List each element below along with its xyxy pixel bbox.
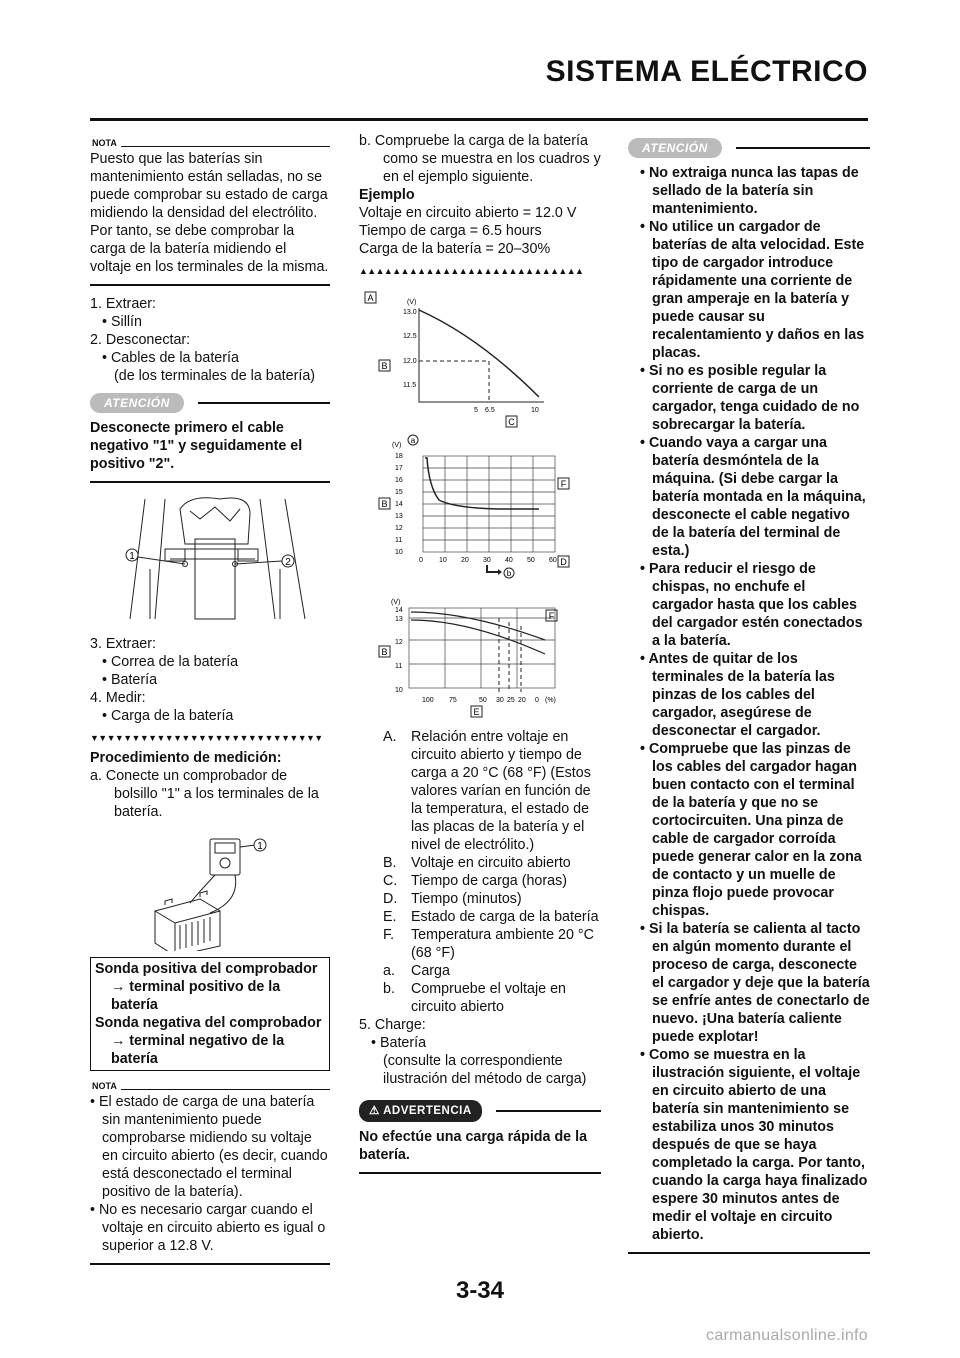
caution-heading: ATENCIÓN (90, 393, 330, 413)
svg-text:12: 12 (395, 639, 403, 646)
svg-text:13.0: 13.0 (403, 309, 417, 316)
divider (359, 1172, 601, 1174)
svg-text:50: 50 (479, 697, 487, 704)
caution-bullet: • Compruebe que las pinzas de los cables del cargador hagan buen contacto con el terminal de la batería y que no se cortocircuiten. Una pinza de cable de cargador corroída puede generar calor en la zona de contacto y un muelle de pinza flojo puede provocar chispas. (640, 741, 862, 919)
svg-text:100: 100 (422, 697, 434, 704)
svg-text:12.0: 12.0 (403, 358, 417, 365)
svg-text:E: E (473, 707, 480, 717)
step-5-item: • Batería (371, 1035, 427, 1051)
charging-charts-figure (359, 282, 601, 702)
caution-bullet: • No extraiga nunca las tapas de sellado de la batería sin mantenimiento. (640, 165, 859, 217)
svg-text:B: B (381, 499, 388, 509)
svg-text:40: 40 (505, 557, 513, 564)
svg-text:30: 30 (496, 697, 504, 704)
svg-text:16: 16 (395, 477, 403, 484)
svg-text:25: 25 (507, 697, 515, 704)
procedure-title: Procedimiento de medición: (90, 750, 282, 766)
header-rule (90, 118, 868, 121)
svg-text:10: 10 (439, 557, 447, 564)
divider (90, 481, 330, 483)
step-5-sub: (consulte la correspondiente ilustración del método de carga) (383, 1053, 587, 1087)
step-2-sub: (de los terminales de la batería) (114, 368, 316, 384)
divider (90, 1263, 330, 1265)
procedure-start-marker: ▼▼▼▼▼▼▼▼▼▼▼▼▼▼▼▼▼▼▼▼▼▼▼▼▼▼▼▼ (90, 733, 323, 743)
step-5: 5. Charge: (359, 1017, 426, 1033)
graph-voltage-vs-minutes (379, 435, 569, 578)
column-middle (359, 132, 601, 1174)
caution-text: Desconecte primero el cable negativo "1" y seguidamente el positivo "2". (90, 420, 303, 472)
svg-text:13: 13 (395, 616, 403, 623)
step-2-item: • Cables de la batería (102, 350, 239, 366)
svg-text:14: 14 (395, 607, 403, 614)
svg-text:10: 10 (531, 407, 539, 414)
svg-text:15: 15 (395, 489, 403, 496)
svg-text:F: F (548, 611, 555, 621)
page-number: 3-34 (455, 1277, 505, 1304)
divider (90, 284, 330, 286)
step-1-item: • Sillín (102, 314, 142, 330)
warning-icon: ⚠ ADVERTENCIA (359, 1100, 482, 1122)
svg-text:F: F (560, 479, 567, 489)
example-line: Voltaje en circuito abierto = 12.0 V (359, 205, 577, 221)
svg-text:C: C (508, 417, 515, 427)
warning-heading (359, 1100, 601, 1122)
callout-1: 1 (129, 551, 135, 562)
watermark: carmanualsonline.info (706, 1327, 868, 1344)
caution-bullet: • Como se muestra en la ilustración siguiente, el voltaje en circuito abierto de una batería sin mantenimiento se estabiliza unos 30 minutos después de que se haya completado la carga. Por tanto, cuando la carga haya finalizado espere 30 minutos antes de medir el voltaje en circuito abierto. (640, 1047, 868, 1243)
callout-1: 1 (257, 841, 263, 852)
svg-text:(V): (V) (391, 599, 401, 606)
svg-text:(V): (V) (407, 299, 417, 306)
step-1: 1. Extraer: (90, 296, 156, 312)
svg-text:30: 30 (483, 557, 491, 564)
step-4-item: • Carga de la batería (102, 708, 234, 724)
warning-text: No efectúe una carga rápida de la batería. (359, 1129, 588, 1163)
graph-3-axis (359, 694, 601, 720)
step-4: 4. Medir: (90, 690, 146, 706)
svg-text:(%): (%) (545, 697, 556, 704)
svg-text:B: B (381, 647, 388, 657)
step-3-item-1: • Correa de la batería (102, 654, 239, 670)
svg-text:20: 20 (461, 557, 469, 564)
figure-legend: A. Relación entre voltaje en circuito abierto y tiempo de carga a 20 °C (68 °F) (Estos valores varían en función de la temperatura, el estado de las placas de la batería y el nivel de electrólito.) B. Voltaje en circuito abierto C. Tiempo de carga (horas) D. Tiempo (minutos) E. Estado de carga de la batería F. Temperatura ambiente 20 °C (68 °F) a. Carga b. Compruebe el voltaje en circuito abierto (383, 729, 599, 1015)
note-text: Puesto que las baterías sin mantenimiento están selladas, no se puede comprobar su estado de carga midiendo la densidad del electrólito. Por tanto, se debe comprobar la carga de la batería midiendo el voltaje en los terminales de la misma. (90, 151, 329, 275)
note-heading: NOTA (90, 1081, 330, 1091)
caution-bullet: • No utilice un cargador de baterías de alta velocidad. Este tipo de cargador introduce rápidamente una corriente de gran amperaje en la batería y puede causar su recalentamiento y daños en las placas. (640, 219, 865, 361)
svg-text:17: 17 (395, 465, 403, 472)
example-line: Carga de la batería = 20–30% (359, 241, 551, 257)
svg-text:10: 10 (395, 687, 403, 694)
caution-bullet: • Para reducir el riesgo de chispas, no enchufe el cargador hasta que los cables del cargador estén conectados a la batería. (640, 561, 863, 649)
caution-bullet: • Si no es posible regular la corriente de carga de un cargador, tenga cuidado de no sobrecargar la batería. (640, 363, 860, 433)
svg-text:0: 0 (535, 697, 539, 704)
svg-text:0: 0 (419, 557, 423, 564)
svg-text:10: 10 (395, 549, 403, 556)
svg-text:11: 11 (395, 663, 403, 670)
battery-compartment-figure (90, 489, 330, 629)
svg-text:(V): (V) (392, 442, 402, 449)
graph-voltage-vs-charge-time (365, 292, 544, 427)
graph-voltage-vs-state-of-charge (379, 599, 557, 694)
step-3-item-2: • Batería (102, 672, 158, 688)
svg-text:75: 75 (449, 697, 457, 704)
note-heading: NOTA (90, 138, 330, 148)
caution-heading: ATENCIÓN (628, 138, 870, 158)
svg-text:5: 5 (474, 407, 478, 414)
step-b: b. Compruebe la carga de la batería como se muestra en los cuadros y en el ejemplo siguiente. (359, 133, 601, 185)
column-right (628, 138, 870, 1254)
column-left (90, 138, 330, 1265)
svg-text:11: 11 (395, 537, 403, 544)
caution-list (628, 164, 870, 1244)
svg-text:B: B (381, 361, 388, 371)
procedure-step-a: a. Conecte un comprobador de bolsillo "1" a los terminales de la batería. (90, 768, 319, 820)
svg-text:6.5: 6.5 (485, 407, 495, 414)
svg-text:12: 12 (395, 525, 403, 532)
svg-text:a: a (410, 436, 416, 445)
divider (628, 1252, 870, 1254)
caution-bullet: • Antes de quitar de los terminales de la batería las pinzas de los cables del cargador, asegúrese de desconectar el cargador. (640, 651, 835, 739)
note-bullet: • No es necesario cargar cuando el voltaje en circuito abierto es igual o superior a 12.8 V. (90, 1202, 326, 1254)
svg-text:D: D (560, 557, 567, 567)
svg-text:50: 50 (527, 557, 535, 564)
step-2: 2. Desconectar: (90, 332, 191, 348)
svg-text:12.5: 12.5 (403, 333, 417, 340)
svg-text:A: A (367, 293, 374, 303)
pocket-tester-figure (90, 831, 330, 951)
svg-text:13: 13 (395, 513, 403, 520)
procedure-end-marker: ▲▲▲▲▲▲▲▲▲▲▲▲▲▲▲▲▲▲▲▲▲▲▲▲▲▲▲ (359, 266, 584, 276)
note-bullet: • El estado de carga de una batería sin mantenimiento puede comprobarse midiendo su voltaje en circuito abierto (es decir, cuando está desconectado el terminal positivo de la batería). (90, 1094, 328, 1200)
step-3: 3. Extraer: (90, 636, 156, 652)
caution-bullet: • Si la batería se calienta al tacto en algún momento durante el proceso de carga, desconecte el cargador y deje que la batería se enfríe antes de conectarlo de nuevo. ¡Una batería caliente puede explotar! (640, 921, 870, 1045)
page-title: SISTEMA ELÉCTRICO (545, 55, 868, 88)
callout-2: 2 (285, 557, 291, 568)
svg-text:b: b (506, 569, 512, 578)
svg-text:20: 20 (518, 697, 526, 704)
example-line: Tiempo de carga = 6.5 hours (359, 223, 542, 239)
svg-text:11.5: 11.5 (403, 382, 417, 389)
svg-text:60: 60 (549, 557, 557, 564)
caution-bullet: • Cuando vaya a cargar una batería desmóntela de la máquina. (Si debe cargar la batería montada en la máquina, desconecte el cable negativo de la batería del terminal de esta.) (640, 435, 866, 559)
example-title: Ejemplo (359, 187, 415, 203)
svg-text:18: 18 (395, 453, 403, 460)
probe-connection-box: Sonda positiva del comprobador → terminal positivo de la batería Sonda negativa del comprobador → terminal negativo de la batería (90, 957, 330, 1071)
svg-text:14: 14 (395, 501, 403, 508)
